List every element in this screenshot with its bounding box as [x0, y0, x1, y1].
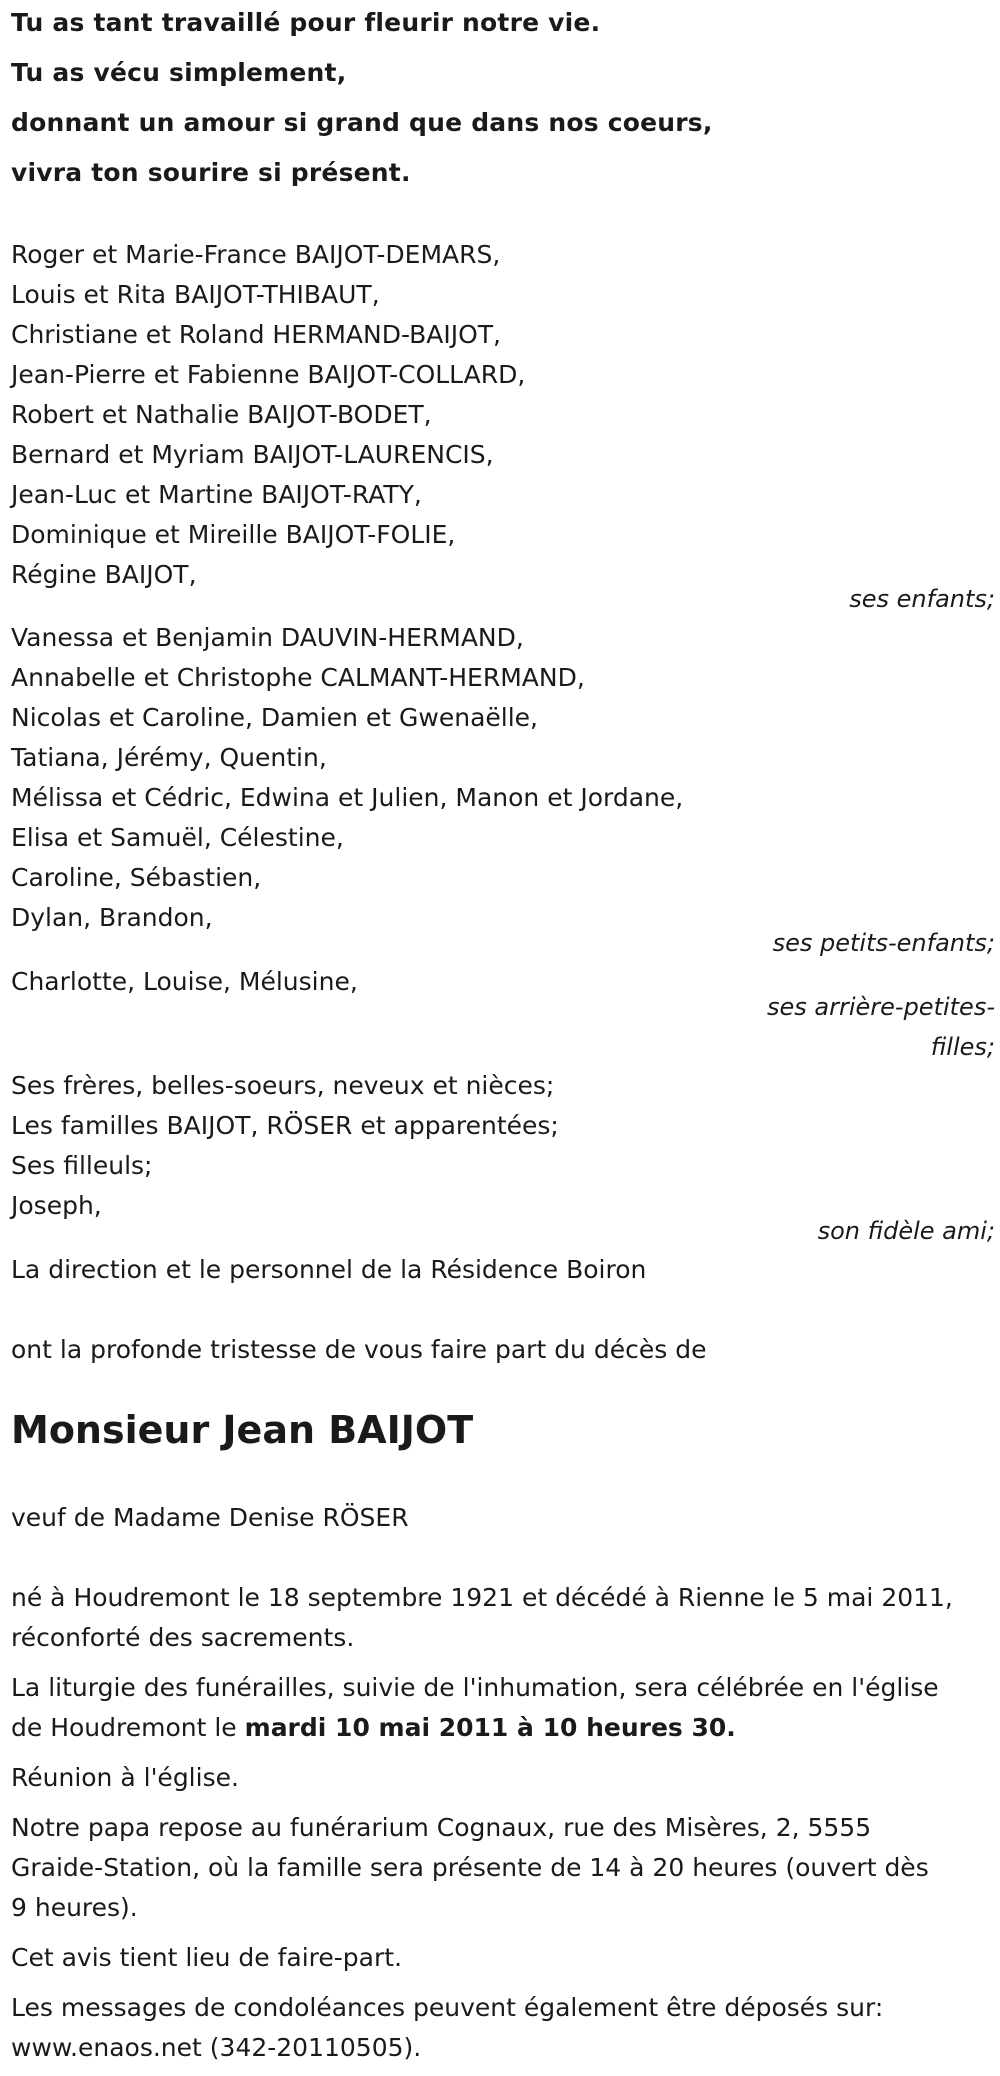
residence-line: La direction et le personnel de la Résidence Boiron	[11, 1255, 647, 1284]
family-line: Vanessa et Benjamin DAUVIN-HERMAND,	[11, 623, 524, 652]
family-line: Caroline, Sébastien,	[11, 863, 262, 892]
birth-death-line: réconforté des sacrements.	[11, 1623, 355, 1652]
funeral-line	[11, 1713, 736, 1742]
family-line: Louis et Rita BAIJOT-THIBAUT,	[11, 280, 380, 309]
family-line: Les familles BAIJOT, RÖSER et apparentées;	[11, 1111, 559, 1140]
family-line: Robert et Nathalie BAIJOT-BODET,	[11, 400, 432, 429]
role-great-grandchildren: filles;	[930, 1033, 995, 1061]
family-line: Ses frères, belles-soeurs, neveux et nièces;	[11, 1071, 555, 1100]
family-line: Christiane et Roland HERMAND-BAIJOT,	[11, 320, 502, 349]
funerarium-line: Graide-Station, où la famille sera présente de 14 à 20 heures (ouvert dès	[11, 1853, 929, 1882]
meeting-line: Réunion à l'église.	[11, 1763, 239, 1792]
announcement-line: ont la profonde tristesse de vous faire part du décès de	[11, 1335, 707, 1364]
poem-line: Tu as tant travaillé pour fleurir notre vie.	[11, 8, 601, 37]
funerarium-line: Notre papa repose au funérarium Cognaux, rue des Misères, 2, 5555	[11, 1813, 872, 1842]
funeral-line: La liturgie des funérailles, suivie de l'inhumation, sera célébrée en l'église	[11, 1673, 939, 1702]
family-line: Roger et Marie-France BAIJOT-DEMARS,	[11, 240, 501, 269]
family-line: Bernard et Myriam BAIJOT-LAURENCIS,	[11, 440, 494, 469]
family-line: Joseph,	[11, 1191, 102, 1220]
family-line: Annabelle et Christophe CALMANT-HERMAND,	[11, 663, 585, 692]
family-line: Elisa et Samuël, Célestine,	[11, 823, 344, 852]
poem-line: vivra ton sourire si présent.	[11, 158, 411, 187]
condolences-line: Les messages de condoléances peuvent également être déposés sur:	[11, 1993, 884, 2022]
funeral-date: mardi 10 mai 2011 à 10 heures 30.	[244, 1713, 736, 1742]
poem-line: donnant un amour si grand que dans nos coeurs,	[11, 108, 713, 137]
family-line: Dominique et Mireille BAIJOT-FOLIE,	[11, 520, 456, 549]
notice-line: Cet avis tient lieu de faire-part.	[11, 1943, 403, 1972]
family-line: Tatiana, Jérémy, Quentin,	[11, 743, 327, 772]
poem-line: Tu as vécu simplement,	[11, 58, 347, 87]
role-grandchildren: ses petits-enfants;	[772, 929, 995, 957]
family-line: Jean-Luc et Martine BAIJOT-RATY,	[11, 480, 422, 509]
role-great-grandchildren: ses arrière-petites-	[767, 993, 995, 1021]
family-line: Jean-Pierre et Fabienne BAIJOT-COLLARD,	[11, 360, 526, 389]
family-line: Régine BAIJOT,	[11, 560, 197, 589]
role-friend: son fidèle ami;	[817, 1217, 995, 1245]
birth-death-line: né à Houdremont le 18 septembre 1921 et décédé à Rienne le 5 mai 2011,	[11, 1583, 953, 1612]
family-line: Nicolas et Caroline, Damien et Gwenaëlle,	[11, 703, 539, 732]
deceased-name: Monsieur Jean BAIJOT	[11, 1408, 474, 1452]
funeral-prefix: de Houdremont le	[11, 1713, 245, 1742]
widower-line: veuf de Madame Denise RÖSER	[11, 1503, 409, 1532]
condolences-line: www.enaos.net (342-20110505).	[11, 2033, 422, 2062]
family-line: Mélissa et Cédric, Edwina et Julien, Manon et Jordane,	[11, 783, 684, 812]
family-line: Ses filleuls;	[11, 1151, 153, 1180]
funerarium-line: 9 heures).	[11, 1893, 138, 1922]
family-line: Dylan, Brandon,	[11, 903, 213, 932]
role-children: ses enfants;	[849, 585, 995, 613]
family-line: Charlotte, Louise, Mélusine,	[11, 967, 358, 996]
